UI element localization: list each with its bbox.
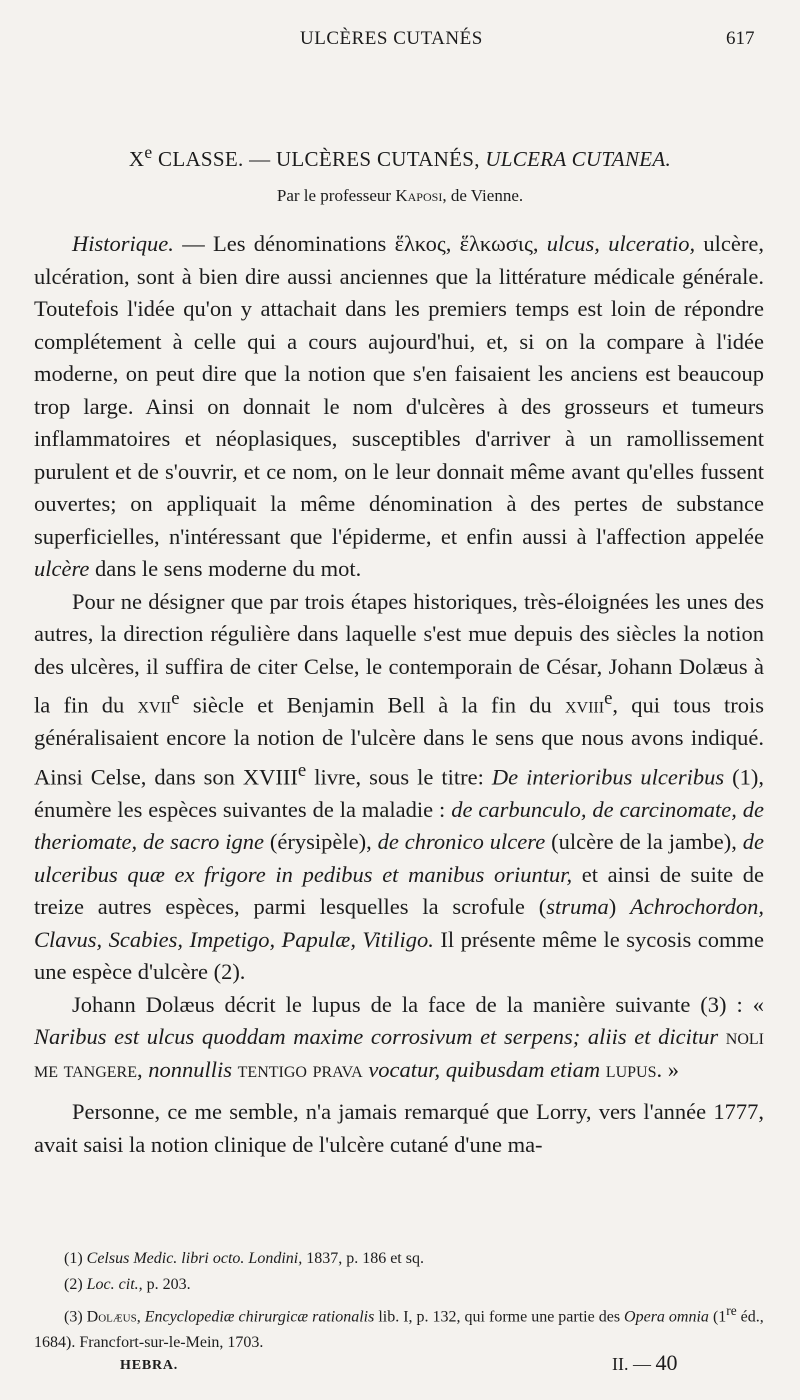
- fn2-title: Loc. cit.,: [86, 1276, 143, 1293]
- p2-text-j: Il présente même le sycosis comme une espèce d'ulcère (2).: [34, 926, 764, 984]
- century-17: xvii: [137, 692, 172, 718]
- heading-class-prefix: X: [128, 147, 145, 171]
- running-head: ULCÈRES CUTANÉS: [300, 28, 483, 49]
- p2-text-e: (1), énumère les espèces suivantes de la maladie :: [34, 764, 764, 822]
- p1-text-b: ulcère, ulcération, sont à bien dire aussi anciennes que la littérature médicale générale. Toutefois l'idée qu'on y attachait dans les premiers temps est loin de répondre complétement à celle qui a cours aujourd'hui, et, si on la compare à l'idée moderne, on peut dire que la notion que s'en faisaient les anciens est beaucoup trop large. Ainsi on donnait le nom d'ulcères à des grosseurs et tumeurs inflammatoires et néoplasiques, susceptibles d'arriver à un ramollissement purulent et de s'ouvrir, et ce nom, on le leur donnait même avant qu'elles fussent ouvertes; on appliquait la même dénomination à des pertes de substance superficielles, n'intéressant que l'épiderme, et enfin aussi à l'affection appelée: [34, 231, 764, 549]
- lupus-term: lupus: [600, 1056, 657, 1082]
- century-18: xviii: [564, 692, 605, 718]
- fn2-rest: p. 203.: [142, 1276, 191, 1293]
- fn3-d: éd., 1684). Francfort-sur-le-Mein, 1703.: [34, 1308, 764, 1352]
- byline-prefix: Par le professeur: [276, 186, 396, 205]
- section-heading: [0, 142, 800, 172]
- latin-quote-a: Naribus est ulcus quoddam maxime corrosivum et serpens; aliis et dicitur: [34, 1024, 719, 1049]
- latin-species-list: de carbunculo, de carcinomate, de theriomate, de sacro igne: [34, 796, 764, 854]
- fn3-b: lib. I, p. 132, qui forme une partie des: [374, 1308, 625, 1326]
- p3-text-a: Johann Dolæus décrit le lupus de la face de la manière suivante (3) : «: [72, 991, 764, 1017]
- latin-quote-c: vocatur, quibusdam etiam: [368, 1056, 601, 1082]
- p4-text: Personne, ce me semble, n'a jamais remarqué que Lorry, vers l'année 1777, avait saisi la notion clinique de l'ulcère cutané d'une ma-: [34, 1099, 764, 1157]
- author-name: Kaposi: [395, 186, 443, 205]
- fn3-c: (1: [708, 1308, 727, 1326]
- livre-sup: e: [297, 759, 307, 781]
- p2-text-f: (érysipèle),: [263, 829, 378, 854]
- latin-achrochordon-list: Achrochordon, Clavus, Scabies, Impetigo, Papulæ, Vitiligo.: [34, 894, 764, 952]
- sheet-number: 40: [655, 1350, 678, 1375]
- p2-text-i: ): [608, 894, 631, 919]
- p2-text-g: (ulcère de la jambe),: [545, 829, 743, 854]
- latin-struma: struma: [546, 894, 609, 919]
- footnote-1: [34, 1246, 764, 1272]
- volume-mark: II. —: [612, 1354, 656, 1374]
- p3-text-b: . »: [656, 1056, 679, 1082]
- p2-text-a: Pour ne désigner que par trois étapes historiques, très-éloignées les unes des autres, la direction régulière dans laquelle s'est mue depuis des siècles la notion des ulcères, il suffira de citer Celse, le contemporain de César, Johann Dolæus à la fin du: [34, 588, 764, 718]
- century-17-sup: e: [171, 688, 180, 709]
- title-de-interioribus: De interioribus ulceribus: [491, 764, 725, 789]
- page-number: 617: [726, 28, 755, 49]
- latin-terms: ulcus, ulceratio,: [538, 231, 696, 256]
- p1-text-a: — Les dénominations: [173, 231, 395, 256]
- fn1-title: Celsus Medic. libri octo. Londini,: [86, 1250, 303, 1267]
- fn1-number: (1): [64, 1250, 87, 1267]
- heading-latin: ULCERA CUTANEA.: [485, 147, 672, 171]
- paragraph-lorry: [34, 1096, 764, 1161]
- fn3-author: Dolæus: [86, 1308, 137, 1326]
- latin-de-ulceribus: de ulceribus quæ ex frigore in pedibus et manibus oriuntur,: [34, 829, 765, 887]
- fn3-a: ,: [136, 1308, 145, 1326]
- footnotes: [34, 1246, 764, 1356]
- footnote-2: [34, 1272, 764, 1298]
- latin-quote-b: nonnullis: [148, 1056, 233, 1082]
- paragraph-historique: [34, 228, 764, 586]
- fn2-number: (2): [64, 1276, 87, 1293]
- fn3-opera: Opera omnia: [624, 1308, 709, 1326]
- tentigo-prava: tentigo prava: [232, 1056, 369, 1082]
- p2-text-b: siècle et Benjamin Bell à la fin du: [179, 692, 565, 718]
- fn1-rest: 1837, p. 186 et sq.: [302, 1250, 424, 1267]
- heading-class-sup: e: [144, 142, 153, 162]
- latin-chronico-ulcere: de chronico ulcere: [377, 829, 546, 854]
- ulcere-italic: ulcère: [34, 556, 90, 581]
- historique-label: Historique.: [72, 231, 174, 256]
- fn3-title: Encyclopediæ chirurgicæ rationalis: [144, 1308, 375, 1326]
- greek-terms: ἕλκος, ἕλκωσις,: [394, 231, 539, 256]
- p2-text-h: et ainsi de suite de treize autres espèces, parmi lesquelles la scrofule (: [34, 861, 764, 919]
- p2-text-d: livre, sous le titre:: [306, 764, 492, 789]
- paragraph-dolaeus: [34, 989, 764, 1087]
- author-byline: [0, 186, 800, 206]
- sheet-mark: [612, 1350, 678, 1376]
- footnote-3: [34, 1298, 764, 1356]
- p1-text-c: dans le sens moderne du mot.: [89, 556, 362, 581]
- noli-me-tangere: noli me tangere,: [34, 1024, 764, 1082]
- fn3-number: (3): [64, 1308, 87, 1326]
- p2-text-c: , qui tous trois généralisaient encore la notion de l'ulcère dans le sens que nous avons indiqué. Ainsi Celse, dans son XVIII: [34, 692, 765, 789]
- byline-suffix: , de Vienne.: [442, 186, 524, 205]
- heading-class-rest: CLASSE. — ULCÈRES CUTANÉS,: [152, 147, 486, 171]
- century-18-sup: e: [604, 688, 613, 709]
- body-text: [34, 228, 764, 1161]
- paragraph-celse: [34, 586, 764, 989]
- signature-mark: HEBRA.: [120, 1358, 179, 1373]
- fn3-sup: re: [726, 1303, 737, 1318]
